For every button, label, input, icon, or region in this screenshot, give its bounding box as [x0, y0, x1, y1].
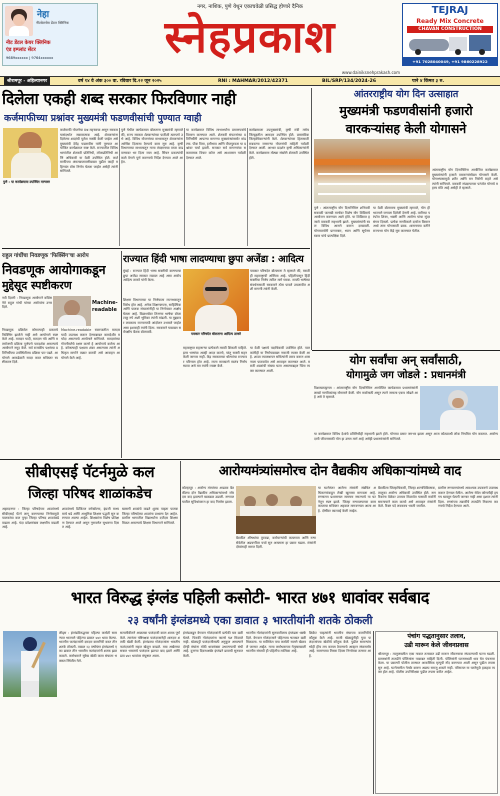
- story6-headline-line1[interactable]: सीबीएसई पॅटर्नमुळे कल: [25, 463, 155, 481]
- story3-headline-line2[interactable]: मुद्देसूद स्पष्टीकरण: [2, 279, 72, 292]
- story5-headline-line2[interactable]: योगामुळे जग जोडले : प्रधानमंत्री: [346, 370, 466, 381]
- story6-headline-line2[interactable]: जिल्हा परिषद शाळांकडेच: [28, 486, 152, 502]
- story1-body-col4: कार्यक्रमाला उपमुख्यमंत्री, कृषी मंत्री तसेच जिल्ह्यातील आमदार उपस्थित होते. प्रास्ताविक जिल्हाधिकाऱ्यांनी केले. शेतकऱ्यांच्या हितासाठी राबवल्या जाणाऱ्या योजनांची माहिती यावेळी देण्यात आली. आभार प्रदर्शन कृषी अधिकाऱ्यांनी केले. कार्यक्रमास मोठ्या संख्येने शेतकरी उपस्थित होते.: [249, 128, 309, 160]
- story4-photo-aditya-thackeray: [183, 269, 249, 331]
- story1-body-col1: कर्जमाफी योजनेचा प्रश्न महत्त्वाचा असून सरकार यासंदर्भात सकारात्मक आहे. शेतकऱ्यांना दिलेल्या शब्दांची पूर्तता नक्की केली जाईल असे मुख्यमंत्री देवेंद्र फडणवीस यांनी पुण्यात आयोजित कार्यक्रमात स्पष्ट केले. राज्यातील विविध भागांतील शेतकरी प्रतिनिधी, लोकप्रतिनिधी आणि अधिकारी या वेळी उपस्थित होते. कर्जमाफीच्या अंमलबजावणीबाबत पुढील काही महिन्यांत ठोस निर्णय घेतला जाईल असेही त्यांनी सांगितले.: [60, 128, 118, 174]
- story3-headline-line1[interactable]: निवडणूक आयोगाकडून: [2, 262, 106, 277]
- story3-body-col1: निवडणूक प्रक्रियेत कोणत्याही प्रकारचे फिक्सिंग झालेले नाही असे आयोगाने स्पष्ट केले आहे. मतदार यादी, मतदान यंत्रे आणि मतमोजणी प्रक्रिया पूर्णपणे पारदर्शक असल्याचे आयोगाने नमूद केले. सर्व राजकीय पक्षांच्या प्रतिनिधींच्या उपस्थितीतच प्रक्रिया पार पडते. आयोगाने आकडेवारी सादर करत सविस्तर स्पष्टीकरण दिले.: [2, 328, 58, 365]
- story6-body-col2: शाळांमध्ये डिजिटल वर्गखोल्या, इंग्रजी माध्यमाचे धडे आणि आधुनिक शिक्षण पद्धती सुरु करण्यात आल्या आहेत. शिक्षकांना विशेष प्रशिक्षण देण्यात आले असून गुणवत्तेत सुधारणा दिसत आहे.: [62, 507, 119, 530]
- ad-dental-line3: एंड इम्प्लांट सेंटर: [6, 47, 36, 53]
- ad-tejraj-truck-image: [409, 35, 491, 55]
- ad-dental-phone: 9689xxxxxx | 9764xxxxxx: [6, 56, 54, 60]
- dateline-bar: [0, 76, 500, 86]
- brief-title-line1[interactable]: पंचांग पद्धतानुसार तलाव,: [407, 633, 466, 640]
- story5-headline-line1[interactable]: योग सर्वांचा अन् सर्वांसाठी,: [349, 353, 463, 367]
- ad-dental-brand: नेहा: [37, 10, 50, 20]
- story8-body-col4: भारतीय गोलंदाजांनी सुरुवातीलाच इंग्लंडला धक्के दिले. वेगवान गोलंदाजाने पहिल्याच षटकात बळी मिळवला. या मालिकेत पाच कसोटी सामने खेळवले जाणार आहेत. नव्या कर्णधाराच्या नेतृत्वाखाली भारतीय संघाची ही पहिलीच मालिका आहे.: [246, 631, 306, 654]
- story7-headline[interactable]: आरोग्यमंत्र्यांसमोरच दोन वैद्यकीय अधिकाऱ्यांमध्ये वाद: [218, 464, 462, 479]
- ad-tejraj-brand: TEJRAJ: [431, 5, 469, 16]
- story1-subhead[interactable]: कर्जमाफीच्या प्रश्नांवर मुख्यमंत्री फडणवीसांची पुण्यात ग्वाही: [4, 113, 202, 124]
- story4-caption: पत्रकार परिषदेत बोलताना आदित्य ठाकरे: [191, 332, 241, 336]
- brief-title-line2[interactable]: उडी मारून केले जीवनप्रवास: [404, 642, 469, 649]
- website-url[interactable]: www.dainiksnehprakash.com: [341, 70, 400, 75]
- story4-body-col3: शिक्षण विभागाच्या या निर्णयाला राज्यभरातून विरोध होत आहे. अनेक शिक्षणतज्ज्ञ, साहित्यिक आणि पालक संघटनांनीही या निर्णयावर आक्षेप घेतला आहे. विद्यार्थ्यांवर तिसऱ्या भाषेचा बोजा टाकू नये अशी भूमिका त्यांनी मांडली. या मुद्द्यावर लवकरच राज्यव्यापी आंदोलन उभारले जाईल असा इशाराही त्यांनी दिला. सरकारने याबाबत सर्वपक्षीय बैठक बोलवावी.: [123, 298, 181, 335]
- story3-body-top: नवी दिल्ली : निवडणूक आयोगाने काँग्रेस नेते राहुल गांधी यांच्या आरोपांना उत्तर दिले.: [2, 296, 52, 310]
- masthead-title: स्नेहप्रकाश: [164, 12, 336, 63]
- dateline-rni: RNI : MAHMAR/2012/42371: [218, 79, 288, 84]
- story1-body-col3: या कार्यक्रमात विविध लाभार्थ्यांना प्रमाणपत्रांचे वितरण करण्यात आले. शेतकरी संघटनांच्या प्रतिनिधींनी आपल्या मागण्या मुख्यमंत्र्यांसमोर मांडल्या. पीक विमा, हमीभाव आणि वीजपुरवठा या प्रश्नांवर चर्चा झाली. सरकार सर्व मागण्यांचा सकारात्मक विचार करेल असे आश्वासन यावेळी देण्यात आले.: [186, 128, 246, 160]
- story8-subhead[interactable]: २३ वर्षांनी इंग्लंडमध्ये एका डावात ३ भारतीयांनी शतके ठोकली: [127, 614, 373, 627]
- ad-tejraj-line1: Ready Mix Concrete: [416, 18, 484, 25]
- story2-kicker[interactable]: आंतरराष्ट्रीय योग दिन उत्साहात: [353, 89, 459, 100]
- ad-tejraj-concrete[interactable]: [402, 3, 498, 66]
- story7-body-col5: ग्रामीण रुग्णालयांमध्ये आवश्यक उपकरणे उपलब्ध करून देण्यात येतील. आरोग्य सेवेत कोणतीही हयगय खपवून घेतली जाणार नाही असा इशारा त्यांनी दिला. रुग्णांच्या तक्रारींचे तातडीने निवारण करण्याचे निर्देश देण्यात आले.: [438, 486, 498, 509]
- story4-body-col4: महाराष्ट्रात राहणाऱ्या प्रत्येकाने मराठी शिकली पाहिजे. इतर भाषांचा आम्ही आदर करतो, परंतु सक्ती सहन केली जाणार नाही. केंद्र सरकारच्या धोरणांचा राज्यावर परिणाम होत आहे. राज्य सरकारने स्वतंत्र निर्णय घ्यावा असे मत त्यांनी व्यक्त केले.: [183, 346, 247, 369]
- ad-dental-clinic[interactable]: [2, 3, 98, 66]
- story2-body-col2: या वेळी बोलताना मुख्यमंत्री म्हणाले, योग ही भारताने जगाला दिलेली देणगी आहे. वारीच्या परंपरेत शिस्त, भक्ती आणि आरोग्य यांचा सुंदर संगम दिसतो. प्रत्येक नागरिकाने दररोज किमान अर्धा तास योगासाठी द्यावा. शासनाच्या वतीने राज्यभर योग केंद्रे सुरु करण्यात येतील.: [373, 206, 430, 233]
- story3-body-col2: Machine-readable स्वरूपातील मतदार यादी उपलब्ध करून देण्याबाबत कायदेशीर मर्यादा असल्याचे आयोगाने सांगितले. मतदारांच्या गोपनीयतेचे रक्षण करणे हे आयोगाचे कर्तव्य आहे. कोणत्याही पक्षाला शंका असल्यास त्यांनी अधिकृत मार्गाने तक्रार करावी असे आवाहन आयोगाने केले आहे.: [61, 328, 120, 360]
- story3-machine-readable: Machine- readable: [92, 300, 118, 313]
- ad-dental-portrait: [5, 6, 33, 36]
- masthead-tagline: नगर, नाशिक, पुणे येथून एकाचवेळी प्रसिद्ध होणारे दैनिक: [197, 4, 303, 10]
- story7-body-col2: बैठकीत औषधांचा तुटवडा, कर्मचाऱ्यांची कमतरता आणि रुग्णसेवेतील अडचणींवर चर्चा सुरु असताना हा प्रकार घडला. मंत्र्यांनी दोघांनाही समज दिली.: [236, 536, 316, 550]
- story2-photo-yoga-crowd: [314, 139, 430, 203]
- story8-body-col3: इंग्लंडकडून वेगवान गोलंदाजांनी प्रत्येकी चार बळी घेतले. फिरकी गोलंदाजांना फारसे यश मिळाले नाही. खेळपट्टी फलंदाजीसाठी अनुकूल असल्याने दोन्ही संघांना मोठी धावसंख्या उभारण्याची संधी आहे. दुसऱ्या दिवसअखेर इंग्लंडने डावाची सुरुवात केली.: [183, 631, 243, 658]
- ad-tejraj-phone: +91 7028040049, +91 9860228922: [403, 57, 497, 66]
- dateline-pages: पाने ४ किंमत ३ रु.: [412, 79, 445, 84]
- brief-body: श्रीरामपूर : तालुक्यातील एका गावात तलावात उडी मारून जीवनयात्रा संपवल्याची घटना घडली. ग्रामस्थांनी तातडीने पोलिसांना याबाबत माहिती दिली. पोलिसांनी घटनास्थळी धाव घेत पंचनामा केला. या प्रकरणी पोलीस ठाण्यात आकस्मिक मृत्यूची नोंद करण्यात आली असून पुढील तपास सुरु आहे. घटनेमागील नेमके कारण अद्याप समजू शकले नाही. परिसरात या घटनेमुळे हळहळ व्यक्त होत आहे. पोलीस उपनिरीक्षक पुढील तपास करीत आहेत.: [378, 652, 495, 675]
- story1-caption: पुणे : या कार्यक्रमास उपस्थित मान्यवर: [3, 180, 50, 184]
- dateline-postal: BIL/SRP/134/2024-26: [322, 79, 377, 84]
- dateline-place: श्रीरामपूर - अहिल्यानगर: [4, 77, 50, 86]
- story5-body-top: विशाखापट्टणम : आंतरराष्ट्रीय योग दिनानिमित्त आयोजित कार्यक्रमात प्रधानमंत्र्यांनी लाखो नागरिकांसह योगासने केली. योग सर्वांसाठी असून त्याने जगाला एकत्र जोडले आहे असे ते म्हणाले.: [314, 386, 418, 400]
- story3-kicker[interactable]: राहुल गांधींचा निवडणूक 'फिक्सिंग'चा आरोप: [2, 253, 89, 259]
- story7-body-col4: बैठकीला जिल्हाधिकारी, जिल्हा शल्यचिकित्सक, तालुका आरोग्य अधिकारी उपस्थित होते. नागरिकांना वेळेवर उपचार मिळावेत यासाठी सर्वांनी समन्वयाने काम करावे असे आवाहन मंत्र्यांनी केले. रिक्त पदे लवकरच भरली जातील.: [378, 486, 436, 509]
- story8-headline[interactable]: भारत विरुद्ध इंग्लंड पहिली कसोटी- भारत ४७१ धावांवर सर्वबाद: [70, 588, 430, 607]
- ad-dental-line1: नीटबेल्लोरा डेंटल क्लिनिक: [36, 21, 69, 25]
- story1-body-col2: पुणे येथील कार्यक्रमात बोलताना मुख्यमंत्री म्हणाले की, राज्य सरकार शेतकऱ्यांच्या पाठीशी ठामपणे उभे आहे. विविध योजनांच्या माध्यमातून शेतकऱ्यांना आर्थिक दिलासा देण्याचे काम सुरु आहे. कृषी विभागाच्या माध्यमातून नव्या तंत्रज्ञानाचा वापर वाढवण्यावर भर दिला जात आहे. सिंचन प्रकल्पांची कामे वेगाने पूर्ण करण्याचे निर्देश देण्यात आले आहेत.: [121, 128, 183, 165]
- story4-body-col2: पत्रकार परिषदेत बोलताना ते म्हणाले की, मराठी ही महाराष्ट्राची अस्मिता आहे. पहिलीपासून हिंदी सक्तीचा निर्णय त्वरित मागे घ्यावा. मराठी भाषेच्या संवर्धनासाठी सरकारने ठोस पावले उचलावीत अशी मागणी त्यांनी केली.: [250, 269, 310, 292]
- ad-tejraj-line2: CHAVAN CONSTRUCTION: [407, 26, 493, 33]
- story1-photo: [3, 128, 58, 178]
- story8-body-col2: सलामीवीराने आक्रमक फलंदाजी करत शतक पूर्ण केले. त्यानंतर यष्टिरक्षक फलंदाजानेही शानदार शतकी खेळी केली. इंग्लंडच्या गोलंदाजांना भारतीय फलंदाजांनी सहज खेळून काढले. मात्र अखेरच्या सत्रात भारताचे फलंदाज झटपट बाद झाले आणि डाव ४७१ धावांवर संपुष्टात आला.: [120, 631, 180, 658]
- story2-body-side: आंतरराष्ट्रीय योग दिनानिमित्त आयोजित कार्यक्रमात मुख्यमंत्र्यांनी हजारो वारकऱ्यांसोबत योगासने केली. योगाभ्यासामुळे शरीर आणि मन निरोगी राहते असे त्यांनी सांगितले. वारकरी संप्रदायाच्या परंपरेत योगाचे महत्त्व मोठे आहे असेही ते म्हणाले.: [432, 168, 498, 191]
- story1-headline[interactable]: दिलेला एकही शब्द सरकार फिरविणार नाही: [2, 90, 236, 108]
- story5-photo-prime-minister: [420, 386, 498, 430]
- story7-body-col3: या घटनेनंतर आरोग्य मंत्र्यांनी संबंधित अधिकाऱ्यांकडून लेखी खुलासा मागवला आहे. रुग्णालय प्रशासनात समन्वय नसल्याचे या घटनेतून स्पष्ट झाले. जिल्हा रुग्णालयाच्या कामकाजाचा सविस्तर अहवाल मागवण्यात आला आहे. दोषींवर कारवाई केली जाईल.: [318, 486, 376, 513]
- story4-body-col5: या वेळी पक्षाचे पदाधिकारी उपस्थित होते. पालकांनीही या निर्णयाबाबत नाराजी व्यक्त केली आहे. शाळा व्यवस्थापन समित्यांनी ठराव करून शासनाला पाठवावेत असे आवाहन करण्यात आले. मराठी शाळांची संख्या घटत असल्याबद्दल चिंता व्यक्त करण्यात आली.: [250, 346, 310, 373]
- story7-body-col1: कोल्हापूर : आरोग्य मंत्र्यांच्या आढावा बैठकीतच दोन वैद्यकीय अधिकाऱ्यांमध्ये जोरदार वाद झाल्याने खळबळ उडाली. रुग्णालयातील सुविधांवरून हा वाद निर्माण झाला.: [182, 486, 234, 504]
- dateline-issue: वर्ष १४ वे अंक ३०० वा. रविवार दि.२२ जून २०२५: [78, 79, 162, 84]
- story2-headline-line1[interactable]: मुख्यमंत्री फडणवीसांनी हजारो: [339, 103, 473, 118]
- story6-body-col1: अहमदनगर : जिल्हा परिषदेच्या शाळांमध्ये सीबीएसई पॅटर्न लागू करण्याच्या निर्णयामुळे पालकांचा कल पुन्हा जिल्हा परिषद शाळांकडे वाढला आहे. यंदा प्रवेशसंख्या लक्षणीय वाढली आहे.: [2, 507, 59, 530]
- story6-body-col3: खासगी शाळांचे वाढते शुल्क पाहता पालक जिल्हा परिषदेच्या शाळांना प्राधान्य देत आहेत. ग्रामीण भागातील विद्यार्थ्यांना दर्जेदार शिक्षण मिळत असल्याचे शिक्षण विभागाने सांगितले.: [122, 507, 178, 525]
- story3-photo-rahul-gandhi: [53, 296, 91, 326]
- story2-headline-line2[interactable]: वारकऱ्यांसह केली योगासने: [345, 121, 467, 136]
- story2-body-col1: पुणे : आंतरराष्ट्रीय योग दिनानिमित्त शनिवारी सकाळी पालखी मार्गावर विशेष योग शिबिराचे आयोजन करण्यात आले होते. या शिबिरात हजारो वारकरी सहभागी झाले. मुख्यमंत्र्यांनी स्वतः विविध आसने करून दाखवली. योगाचार्यांनी प्राणायाम, ध्यान आणि सूर्यनमस्कार यांचे प्रात्यक्षिक दिले.: [314, 206, 370, 238]
- story8-photo-cricketer: [3, 631, 57, 697]
- story8-body-col1: लीड्स : इंग्लंडविरुद्धच्या पहिल्या कसोटी सामन्यात भारताने पहिल्या डावात ४७१ धावा केल्या. भारतीय फलंदाजांनी दमदार कामगिरी करत तीन शतके ठोकली. तब्बल २३ वर्षांनंतर इंग्लंडमध्ये एका डावात तीन भारतीय फलंदाजांनी शतक झळकावले. कर्णधाराने सुरेख खेळी करत संघाला भक्कम स्थितीत नेले.: [59, 631, 117, 663]
- story4-headline[interactable]: राज्यात हिंदी भाषा लादण्याचा छुपा अजेंडा : आदित्य: [123, 254, 304, 265]
- story7-photo-meeting: [236, 486, 316, 534]
- ad-dental-line2: नीट डेंटल केयर क्लिनिक: [6, 40, 51, 46]
- story5-body-bottom: या कार्यक्रमात विविध देशांचे प्रतिनिधीही सहभागी झाले होते. योगाचा प्रसार जगभर झाला असून आज कोट्यवधी लोक नियमित योग करतात. आरोग्यदायी जीवनासाठी योग हा उत्तम मार्ग आहे असेही प्रधानमंत्र्यांनी सांगितले.: [314, 432, 498, 441]
- story8-body-col5: क्रिकेट चाहत्यांनी भारतीय संघाच्या कामगिरीचे कौतुक केले आहे. माजी खेळाडूंनीही युवा फलंदाजांच्या खेळीचे कौतुक केले. पुढील सामन्यांमध्येही हीच लय कायम ठेवण्याचे आव्हान संघासमोर आहे. सामन्याचा तिसरा दिवस निर्णायक ठरणार आहे.: [309, 631, 371, 658]
- story4-body-col1: मुंबई : राज्यात हिंदी भाषा सक्तीची करण्याचा छुपा अजेंडा सरकार राबवत आहे असा आरोप आदित्य ठाकरे यांनी केला.: [123, 269, 181, 283]
